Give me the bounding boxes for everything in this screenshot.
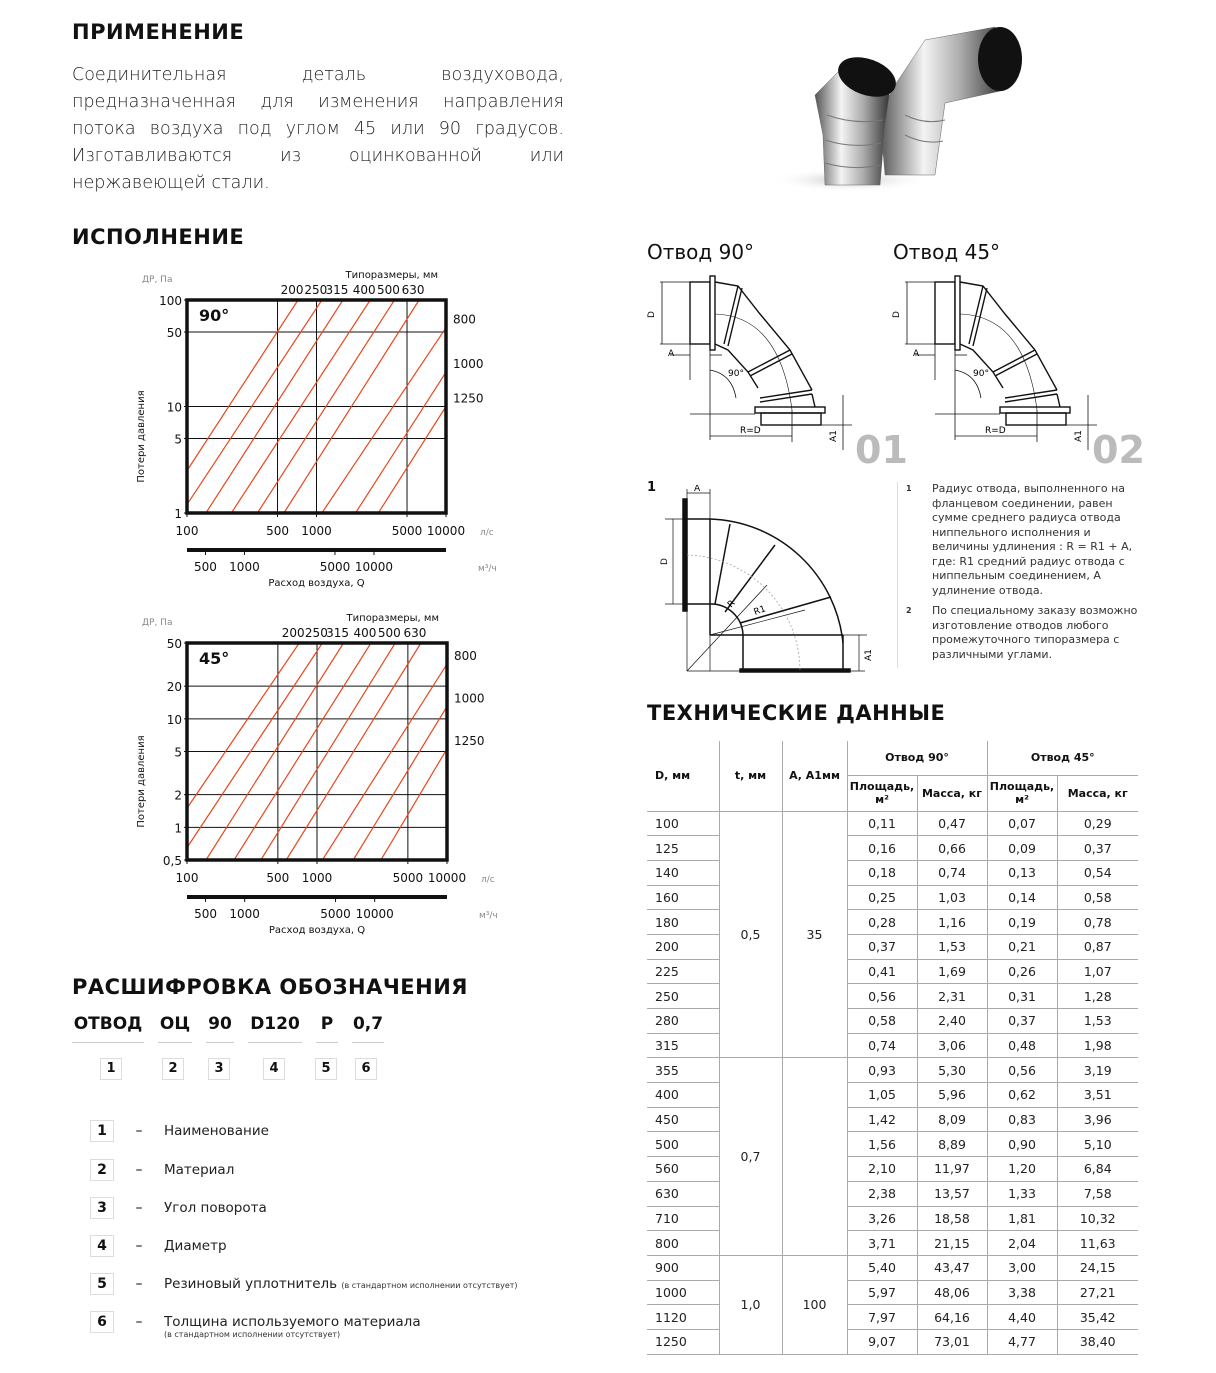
y-axis-title: Потери давления [136, 735, 147, 828]
cell-area-45: 1,81 [987, 1206, 1057, 1231]
tech-data-heading: ТЕХНИЧЕСКИЕ ДАННЫЕ [647, 701, 946, 725]
cell-area-90: 0,41 [847, 959, 917, 984]
cell-diameter: 1250 [647, 1329, 719, 1354]
x-tick-label: 500 [266, 524, 289, 538]
cell-mass-90: 64,16 [917, 1305, 987, 1330]
elbow-45-title: Отвод 45° [893, 240, 1001, 264]
series-line-250 [187, 300, 322, 505]
legend-text: Резиновый уплотнитель [164, 1276, 338, 1292]
x-tick-label: 5000 [391, 524, 423, 538]
series-label-top: 630 [401, 283, 425, 297]
cell-area-45: 0,19 [987, 910, 1057, 935]
cell-mass-90: 8,89 [917, 1132, 987, 1157]
y-tick-label: 2 [174, 788, 182, 803]
cell-area-90: 1,42 [847, 1107, 917, 1132]
cell-area-90: 0,58 [847, 1009, 917, 1034]
cell-area-90: 0,25 [847, 885, 917, 910]
cell-mass-90: 13,57 [917, 1181, 987, 1206]
cell-mass-45: 35,42 [1057, 1305, 1138, 1330]
cell-mass-45: 10,32 [1057, 1206, 1138, 1231]
series-label-top: 250 [304, 626, 328, 640]
cell-area-90: 1,56 [847, 1132, 917, 1157]
diagram-number-01: 01 [855, 428, 908, 472]
cell-mass-90: 8,09 [917, 1107, 987, 1132]
cell-area-45: 0,90 [987, 1132, 1057, 1157]
x-tick-label: 100 [175, 871, 199, 885]
table-row [647, 1058, 1138, 1083]
cell-mass-90: 1,03 [917, 885, 987, 910]
legend-text: Угол поворота [164, 1200, 267, 1216]
cell-mass-45: 0,78 [1057, 910, 1138, 935]
detail-r1-label: R1 [752, 604, 768, 618]
y-tick-label: 10 [166, 712, 182, 727]
notes [897, 482, 1147, 668]
code-number-6: 6 [355, 1058, 377, 1080]
cell-diameter: 125 [647, 836, 719, 861]
cell-mass-90: 11,97 [917, 1157, 987, 1182]
cell-area-45: 3,00 [987, 1255, 1057, 1280]
y-tick-label: 50 [166, 637, 182, 651]
series-label-top: 400 [352, 283, 376, 297]
cell-mass-45: 0,87 [1057, 934, 1138, 959]
cell-diameter: 355 [647, 1058, 719, 1083]
cell-area-90: 3,71 [847, 1231, 917, 1256]
code-number-4: 4 [263, 1058, 285, 1080]
series-label-top: 315 [326, 626, 349, 640]
secondary-x-tick-label: 1000 [229, 560, 260, 574]
y-tick-label: 0,5 [162, 854, 182, 868]
y-tick-label: 5 [174, 432, 182, 447]
code-number-1: 1 [100, 1058, 122, 1080]
series-line-250 [187, 643, 322, 848]
detail-d-label: D [660, 558, 670, 565]
group-header-90: Отвод 90° [847, 741, 987, 775]
application-heading: ПРИМЕНЕНИЕ [72, 20, 245, 44]
cell-area-45: 0,31 [987, 984, 1057, 1009]
series-label-top: 315 [325, 283, 349, 297]
cell-area-45: 0,14 [987, 885, 1057, 910]
legend-number: 4 [90, 1235, 114, 1257]
y-axis-title: Потери давления [136, 390, 147, 483]
legend-note: (в стандартном исполнении отсутствует) [164, 1330, 341, 1339]
code-number-2: 2 [162, 1058, 184, 1080]
cell-area-90: 0,56 [847, 984, 917, 1009]
code-number-3: 3 [208, 1058, 230, 1080]
cell-area-90: 5,97 [847, 1280, 917, 1305]
cell-diameter: 140 [647, 860, 719, 885]
legend-text: Наименование [164, 1123, 269, 1139]
cell-area-45: 4,40 [987, 1305, 1057, 1330]
series-label-top: 500 [377, 626, 401, 640]
legend-dash: – [135, 1238, 143, 1254]
secondary-x-tick-label: 500 [194, 907, 217, 921]
cell-area-45: 1,20 [987, 1157, 1057, 1182]
detail-r-label: R [726, 598, 738, 611]
secondary-x-tick-label: 10000 [354, 560, 394, 574]
cell-mass-90: 0,74 [917, 860, 987, 885]
col-header-area-90: Площадь, м² [847, 775, 917, 811]
cell-area-45: 0,21 [987, 934, 1057, 959]
cell-area-45: 0,13 [987, 860, 1057, 885]
code-part-material: ОЦ [158, 1014, 192, 1043]
series-label-right: 1250 [453, 391, 484, 406]
cell-area-45: 0,56 [987, 1058, 1057, 1083]
cell-diameter: 160 [647, 885, 719, 910]
x-axis-title: Расход воздуха, Q [268, 925, 366, 936]
cell-mass-90: 0,47 [917, 811, 987, 836]
x-unit-m3h: м³/ч [479, 911, 498, 921]
col-header-a: A, A1мм [782, 741, 847, 811]
cell-diameter: 1120 [647, 1305, 719, 1330]
legend-number: 2 [90, 1159, 114, 1181]
cell-diameter: 500 [647, 1132, 719, 1157]
cell-area-90: 2,38 [847, 1181, 917, 1206]
cell-diameter: 1000 [647, 1280, 719, 1305]
note-item [906, 482, 1147, 598]
cell-area-90: 2,10 [847, 1157, 917, 1182]
cell-mass-90: 2,40 [917, 1009, 987, 1034]
legend-dash: – [135, 1276, 143, 1292]
code-part-name: ОТВОД [72, 1014, 144, 1043]
series-line-800 [322, 664, 447, 860]
col-header-mass-90: Масса, кг [917, 775, 987, 811]
cell-mass-90: 5,30 [917, 1058, 987, 1083]
code-part-seal: P [316, 1014, 338, 1043]
legend-dash: – [135, 1162, 143, 1178]
note-text: Радиус отвода, выполненного на фланцевом соединении, равен сумме среднего радиуса отвода ниппельного исполнения и величины удлинения : R = R1 + A, где: R1 средний радиус отвода с ниппельным соединением, A удлинение отвода. [932, 482, 1133, 597]
note-number: 2 [906, 606, 912, 615]
cell-mass-90: 5,96 [917, 1083, 987, 1108]
series-label-top: 400 [353, 626, 377, 640]
x-tick-label: 10000 [427, 871, 467, 885]
cell-mass-45: 1,53 [1057, 1009, 1138, 1034]
tech-data-table [647, 741, 1138, 1355]
cell-mass-45: 1,98 [1057, 1033, 1138, 1058]
legend-item [90, 1311, 421, 1340]
cell-area-45: 0,07 [987, 811, 1057, 836]
cell-area-45: 3,38 [987, 1280, 1057, 1305]
secondary-x-tick-label: 5000 [320, 907, 351, 921]
cell-area-90: 0,28 [847, 910, 917, 935]
cell-area-90: 9,07 [847, 1329, 917, 1354]
cell-diameter: 400 [647, 1083, 719, 1108]
cell-area-90: 1,05 [847, 1083, 917, 1108]
y-tick-label: 50 [166, 326, 182, 341]
cell-area-90: 0,18 [847, 860, 917, 885]
y-tick-label: 5 [174, 745, 182, 760]
code-part-diameter: D120 [248, 1014, 302, 1043]
cell-diameter: 200 [647, 934, 719, 959]
legend-item [90, 1159, 234, 1181]
x-unit-m3h: м³/ч [478, 564, 497, 574]
y-tick-label: 1 [174, 507, 182, 521]
cell-area-90: 5,40 [847, 1255, 917, 1280]
code-part-angle: 90 [206, 1014, 234, 1043]
cell-extension: 35 [782, 811, 847, 1058]
legend-item [90, 1273, 518, 1297]
dim-d-label: D [892, 311, 902, 318]
series-label-top: 630 [403, 626, 427, 640]
series-label-right: 800 [454, 649, 477, 664]
detail-number: 1 [647, 480, 657, 495]
x-unit-ls: л/с [480, 528, 494, 538]
cell-diameter: 800 [647, 1231, 719, 1256]
legend-dash: – [135, 1123, 143, 1139]
decoding-heading: РАСШИФРОВКА ОБОЗНАЧЕНИЯ [72, 975, 468, 999]
cell-mass-45: 1,07 [1057, 959, 1138, 984]
cell-thickness: 1,0 [719, 1255, 782, 1354]
cell-area-45: 0,09 [987, 836, 1057, 861]
top-axis-title: Типоразмеры, мм [346, 613, 439, 624]
cell-diameter: 900 [647, 1255, 719, 1280]
x-tick-label: 5000 [392, 871, 424, 885]
cell-area-45: 2,04 [987, 1231, 1057, 1256]
cell-mass-45: 1,28 [1057, 984, 1138, 1009]
cell-area-45: 4,77 [987, 1329, 1057, 1354]
product-photo [755, 15, 1045, 195]
cell-diameter: 450 [647, 1107, 719, 1132]
y-unit-label: ДР, Па [142, 275, 173, 285]
cell-mass-45: 0,29 [1057, 811, 1138, 836]
cell-mass-45: 0,54 [1057, 860, 1138, 885]
cell-mass-45: 3,19 [1057, 1058, 1138, 1083]
dim-a-label: A [913, 349, 920, 359]
x-tick-label: 500 [266, 871, 290, 885]
cell-mass-45: 6,84 [1057, 1157, 1138, 1182]
cell-mass-90: 3,06 [917, 1033, 987, 1058]
col-header-mass-45: Масса, кг [1057, 775, 1138, 811]
cell-area-90: 3,26 [847, 1206, 917, 1231]
series-label-top: 250 [304, 283, 328, 297]
cell-area-45: 0,26 [987, 959, 1057, 984]
series-label-top: 200 [280, 283, 304, 297]
designation-code [72, 1014, 398, 1043]
cell-mass-45: 5,10 [1057, 1132, 1138, 1157]
cell-area-90: 0,93 [847, 1058, 917, 1083]
y-tick-label: 20 [166, 680, 182, 695]
cell-diameter: 250 [647, 984, 719, 1009]
cell-mass-90: 73,01 [917, 1329, 987, 1354]
secondary-x-tick-label: 1000 [229, 907, 260, 921]
col-header-t: t, мм [719, 741, 782, 811]
legend-dash: – [135, 1200, 143, 1216]
dim-r-label: R=D [985, 426, 1006, 436]
cell-diameter: 315 [647, 1033, 719, 1058]
legend-number: 6 [90, 1311, 114, 1333]
secondary-x-tick-label: 10000 [355, 907, 394, 921]
diagram-number-02: 02 [1092, 428, 1145, 472]
x-tick-label: 1000 [301, 871, 333, 885]
cell-diameter: 630 [647, 1181, 719, 1206]
cell-mass-45: 0,37 [1057, 836, 1138, 861]
note-text: По специальному заказу возможно изготовление отводов любого промежуточного типоразмера с различными углами. [932, 604, 1138, 661]
cell-mass-45: 0,58 [1057, 885, 1138, 910]
legend-item [90, 1235, 227, 1257]
y-tick-label: 10 [166, 400, 182, 415]
cell-mass-90: 2,31 [917, 984, 987, 1009]
dim-angle-label: 90° [728, 369, 744, 379]
dim-d-label: D [647, 311, 657, 318]
cell-mass-45: 38,40 [1057, 1329, 1138, 1354]
cell-area-90: 0,74 [847, 1033, 917, 1058]
cell-mass-90: 1,53 [917, 934, 987, 959]
cell-diameter: 225 [647, 959, 719, 984]
detail-a-label: A [694, 485, 701, 494]
x-tick-label: 10000 [426, 524, 466, 538]
secondary-x-tick-label: 5000 [319, 560, 351, 574]
top-axis-title: Типоразмеры, мм [345, 270, 438, 281]
cell-diameter: 710 [647, 1206, 719, 1231]
application-text: Соединительная деталь воздуховода, предназначенная для изменения направления потока воздуха под углом 45 или 90 градусов. Изготавливаются из оцинкованной или нержавеющей стали. [72, 65, 564, 193]
series-label-right: 800 [453, 312, 476, 327]
cell-diameter: 100 [647, 811, 719, 836]
cell-mass-90: 43,47 [917, 1255, 987, 1280]
cell-thickness: 0,7 [719, 1058, 782, 1256]
group-header-45: Отвод 45° [987, 741, 1138, 775]
cell-mass-45: 27,21 [1057, 1280, 1138, 1305]
cell-mass-45: 3,96 [1057, 1107, 1138, 1132]
x-tick-label: 100 [175, 524, 199, 538]
y-tick-label: 100 [159, 294, 182, 308]
dim-a-label: A [668, 349, 675, 359]
x-tick-label: 1000 [301, 524, 332, 538]
dim-r-label: R=D [740, 426, 761, 436]
chart-title: 90° [199, 306, 230, 325]
legend-note: (в стандартном исполнении отсутствует) [341, 1281, 518, 1290]
legend-number: 3 [90, 1197, 114, 1219]
elbow-90-title: Отвод 90° [647, 240, 755, 264]
secondary-x-tick-label: 500 [194, 560, 217, 574]
series-label-right: 1000 [453, 357, 484, 372]
cell-mass-45: 3,51 [1057, 1083, 1138, 1108]
cell-mass-90: 18,58 [917, 1206, 987, 1231]
cell-mass-90: 0,66 [917, 836, 987, 861]
pressure-loss-chart-90 [130, 262, 510, 602]
legend-number: 5 [90, 1273, 114, 1295]
code-part-thickness: 0,7 [352, 1014, 384, 1043]
cell-diameter: 180 [647, 910, 719, 935]
cell-extension [782, 1058, 847, 1256]
cell-mass-45: 24,15 [1057, 1255, 1138, 1280]
series-label-top: 500 [377, 283, 400, 297]
cell-area-45: 0,83 [987, 1107, 1057, 1132]
cell-area-90: 7,97 [847, 1305, 917, 1330]
execution-heading: ИСПОЛНЕНИЕ [72, 225, 245, 249]
cell-mass-90: 1,69 [917, 959, 987, 984]
dim-a1-label: A1 [1074, 430, 1084, 442]
legend-text: Диаметр [164, 1238, 227, 1254]
chart-title: 45° [199, 649, 230, 668]
cell-diameter: 560 [647, 1157, 719, 1182]
x-axis-title: Расход воздуха, Q [268, 578, 365, 589]
legend-number: 1 [90, 1120, 114, 1142]
cell-mass-45: 11,63 [1057, 1231, 1138, 1256]
pressure-loss-chart-45 [130, 612, 510, 942]
legend-item [90, 1120, 269, 1142]
note-item [906, 604, 1147, 662]
series-line-1250 [378, 407, 446, 514]
duct-elbow-illustration [755, 15, 1045, 195]
cell-thickness: 0,5 [719, 811, 782, 1058]
legend-dash: – [135, 1314, 143, 1330]
cell-area-90: 0,37 [847, 934, 917, 959]
dim-angle-label: 90° [973, 369, 989, 379]
dim-a1-label: A1 [829, 430, 839, 442]
cell-area-45: 0,37 [987, 1009, 1057, 1034]
y-tick-label: 1 [174, 821, 182, 836]
cell-mass-45: 7,58 [1057, 1181, 1138, 1206]
x-unit-ls: л/с [481, 875, 495, 885]
series-label-right: 1000 [454, 691, 485, 706]
note-number: 1 [906, 484, 912, 493]
col-header-area-45: Площадь, м² [987, 775, 1057, 811]
cell-area-45: 0,62 [987, 1083, 1057, 1108]
y-unit-label: ДР, Па [142, 618, 173, 628]
legend-text: Толщина используемого материала [164, 1314, 421, 1330]
cell-area-45: 0,48 [987, 1033, 1057, 1058]
flange-elbow-detail-drawing [655, 485, 885, 675]
series-line-1250 [381, 749, 447, 860]
cell-area-90: 0,11 [847, 811, 917, 836]
series-label-top: 200 [281, 626, 305, 640]
table-row [647, 811, 1138, 836]
col-header-d: D, мм [647, 741, 719, 811]
legend-item [90, 1197, 267, 1219]
cell-extension: 100 [782, 1255, 847, 1354]
cell-mass-90: 1,16 [917, 910, 987, 935]
cell-area-90: 0,16 [847, 836, 917, 861]
detail-a1-label: A1 [864, 649, 874, 661]
cell-area-45: 1,33 [987, 1181, 1057, 1206]
code-number-5: 5 [315, 1058, 337, 1080]
table-row [647, 1255, 1138, 1280]
cell-mass-90: 21,15 [917, 1231, 987, 1256]
cell-mass-90: 48,06 [917, 1280, 987, 1305]
cell-diameter: 280 [647, 1009, 719, 1034]
series-label-right: 1250 [454, 733, 485, 748]
legend-text: Материал [164, 1162, 235, 1178]
